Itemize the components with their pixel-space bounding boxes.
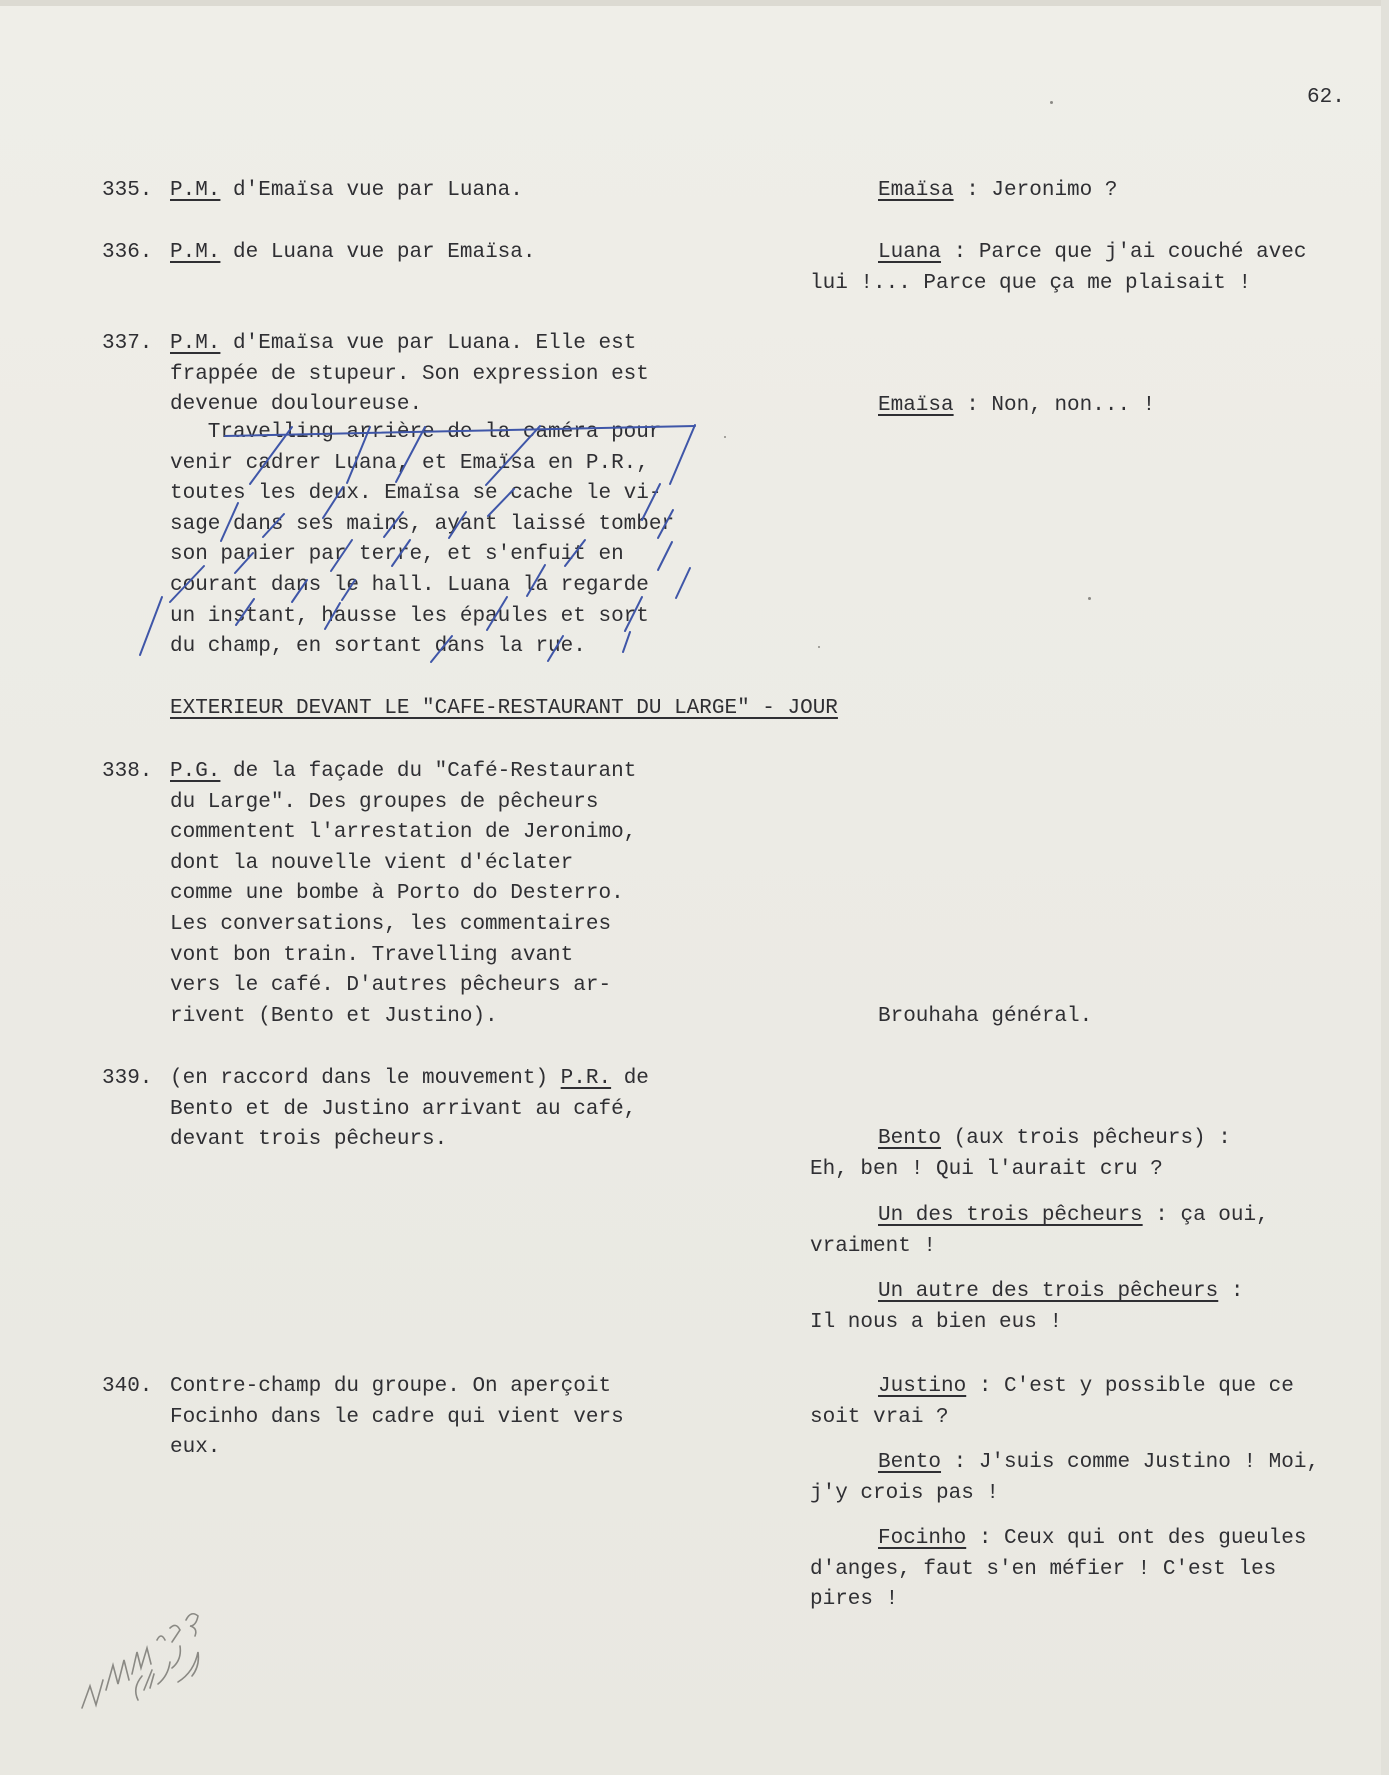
- shot-type: P.M.: [170, 179, 221, 202]
- paper-right-edge: [1381, 0, 1389, 1775]
- dialogue-text: :: [1218, 1280, 1244, 1303]
- shot-337: [102, 329, 702, 421]
- dialogue-text: (aux trois pêcheurs) :: [941, 1127, 1231, 1150]
- shot-335: [102, 176, 702, 207]
- scene-heading: [170, 697, 838, 720]
- dialogue-bento-1: [810, 1124, 1355, 1185]
- shot-type: P.M.: [170, 241, 221, 264]
- pencil-number-449: [136, 1662, 170, 1700]
- speaker-name: Emaïsa: [878, 394, 954, 417]
- shot-line: [102, 329, 702, 360]
- speaker-name: Un des trois pêcheurs: [878, 1204, 1143, 1227]
- shot-type: P.G.: [170, 760, 221, 783]
- speaker-name: Luana: [878, 241, 942, 264]
- shot-line: devant trois pêcheurs.: [170, 1128, 448, 1152]
- struck-line: Travelling arrière de la caméra pour: [170, 421, 662, 444]
- shot-number: 340.: [102, 1375, 153, 1398]
- shot-line: devenue douloureuse.: [170, 393, 423, 417]
- dialogue-justino: [810, 1372, 1355, 1433]
- paper-speck: [1088, 597, 1091, 600]
- dialogue-line: [810, 391, 1355, 422]
- dialogue-text: : J'suis comme Justino ! Moi,: [941, 1451, 1320, 1474]
- shot-text: de: [611, 1067, 649, 1090]
- shot-line: Bento et de Justino arrivant au café,: [170, 1097, 637, 1121]
- shot-number: 339.: [102, 1067, 153, 1090]
- shot-text: d'Emaïsa vue par Luana.: [220, 179, 523, 202]
- speaker-name: Un autre des trois pêcheurs: [878, 1280, 1219, 1303]
- shot-338: [102, 757, 702, 1032]
- shot-339: [102, 1064, 702, 1156]
- shot-line: [102, 176, 702, 207]
- pencil-paren: [172, 1646, 198, 1682]
- dialogue-line: [810, 1524, 1355, 1555]
- speaker-name: Justino: [878, 1375, 967, 1398]
- dialogue-line: [810, 176, 1355, 207]
- dialogue-continuation: Eh, ben ! Qui l'aurait cru ?: [810, 1157, 1163, 1181]
- shot-line: vont bon train. Travelling avant: [170, 943, 574, 967]
- dialogue-text: : ça oui,: [1142, 1204, 1269, 1227]
- shot-line: dont la nouvelle vient d'éclater: [170, 851, 574, 875]
- struck-line: son panier par terre, et s'enfuit en: [170, 543, 624, 567]
- dialogue-emaisa-1: [810, 176, 1355, 207]
- shot-line: rivent (Bento et Justino).: [170, 1004, 498, 1028]
- dialogue-continuation: d'anges, faut s'en méfier ! C'est les: [810, 1557, 1277, 1581]
- dialogue-pecheur-2: [810, 1277, 1355, 1338]
- shot-number: 335.: [102, 179, 153, 202]
- paper-speck: [724, 436, 726, 438]
- dialogue-text: : Non, non... !: [953, 394, 1156, 417]
- dialogue-continuation: pires !: [810, 1588, 899, 1612]
- paper-speck: [1050, 101, 1053, 104]
- pencil-letter-j: [82, 1680, 103, 1708]
- struck-passage: [170, 418, 674, 663]
- shot-340: [102, 1372, 702, 1464]
- shot-line: du Large". Des groupes de pêcheurs: [170, 790, 599, 814]
- pencil-number-3: [186, 1614, 198, 1636]
- shot-number: 338.: [102, 760, 153, 783]
- dialogue-emaisa-2: [810, 391, 1355, 422]
- shot-line: [102, 757, 702, 788]
- scene-heading-text: EXTERIEUR DEVANT LE "CAFE-RESTAURANT DU LARGE" - JOUR: [170, 697, 838, 720]
- pencil-letter-m2: [132, 1648, 151, 1674]
- shot-number: 336.: [102, 241, 153, 264]
- shot-336: [102, 238, 702, 269]
- struck-line: du champ, en sortant dans la rue.: [170, 635, 586, 659]
- shot-number: 337.: [102, 332, 153, 355]
- strike-line: [676, 568, 690, 598]
- dialogue-line: [810, 1124, 1355, 1155]
- dialogue-continuation: j'y crois pas !: [810, 1481, 1000, 1505]
- dialogue-focinho: [810, 1524, 1355, 1616]
- shot-type: P.R.: [560, 1067, 612, 1090]
- pencil-archive-note: [82, 1614, 198, 1708]
- dialogue-pecheur-1: [810, 1201, 1355, 1262]
- speaker-name: Bento: [878, 1451, 942, 1474]
- paper-top-edge: [0, 0, 1389, 6]
- dialogue-luana: [810, 238, 1355, 299]
- shot-line: frappée de stupeur. Son expression est: [170, 362, 649, 386]
- struck-line: toutes les deux. Emaïsa se cache le vi-: [170, 482, 662, 506]
- shot-line: Les conversations, les commentaires: [170, 912, 612, 936]
- strike-line: [140, 597, 162, 655]
- paper-speck: [818, 646, 820, 648]
- shot-text: d'Emaïsa vue par Luana. Elle est: [220, 332, 637, 355]
- dialogue-text: : Ceux qui ont des gueules: [966, 1527, 1307, 1550]
- dialogue-line: [810, 1372, 1355, 1403]
- pencil-letter-m: [106, 1660, 129, 1690]
- dialogue-bento-2: [810, 1448, 1355, 1509]
- shot-type: P.M.: [170, 332, 221, 355]
- dialogue-line: [810, 1201, 1355, 1232]
- shot-line: vers le café. D'autres pêcheurs ar-: [170, 974, 612, 998]
- shot-text: (en raccord dans le mouvement): [170, 1067, 561, 1090]
- shot-line: comme une bombe à Porto do Desterro.: [170, 882, 624, 906]
- struck-line: un instant, hausse les épaules et sort: [170, 604, 649, 628]
- dialogue-continuation: vraiment !: [810, 1234, 937, 1258]
- speaker-name: Emaïsa: [878, 179, 954, 202]
- speaker-name: Bento: [878, 1127, 942, 1150]
- dialogue-continuation: lui !... Parce que ça me plaisait !: [810, 271, 1252, 295]
- shot-line: Focinho dans le cadre qui vient vers: [170, 1405, 624, 1429]
- shot-line: [102, 1372, 702, 1403]
- dialogue-line: [810, 1448, 1355, 1479]
- pencil-number-163: [157, 1625, 180, 1642]
- shot-line: commentent l'arrestation de Jeronimo,: [170, 821, 637, 845]
- speaker-name: Focinho: [878, 1527, 967, 1550]
- shot-text: Contre-champ du groupe. On aperçoit: [170, 1375, 612, 1398]
- shot-line: eux.: [170, 1436, 221, 1460]
- struck-line: sage dans ses mains, ayant laissé tomber: [170, 512, 675, 536]
- dialogue-text: : Parce que j'ai couché avec: [941, 241, 1307, 264]
- dialogue-line: [810, 238, 1355, 269]
- struck-line: courant dans le hall. Luana la regarde: [170, 573, 649, 597]
- shot-text: de Luana vue par Emaïsa.: [220, 241, 536, 264]
- dialogue-line: [810, 1277, 1355, 1308]
- dialogue-text: : C'est y possible que ce: [966, 1375, 1294, 1398]
- dialogue-text: : Jeronimo ?: [953, 179, 1118, 202]
- shot-line: [102, 1064, 702, 1095]
- shot-line: [102, 238, 702, 269]
- sound-note-text: Brouhaha général.: [878, 1005, 1093, 1028]
- struck-line: venir cadrer Luana, et Emaïsa en P.R.,: [170, 451, 649, 475]
- sound-note: [810, 1002, 1355, 1033]
- shot-text: de la façade du "Café-Restaurant: [220, 760, 637, 783]
- page-number: 62.: [1307, 86, 1345, 109]
- dialogue-continuation: Il nous a bien eus !: [810, 1310, 1063, 1334]
- dialogue-continuation: soit vrai ?: [810, 1405, 949, 1429]
